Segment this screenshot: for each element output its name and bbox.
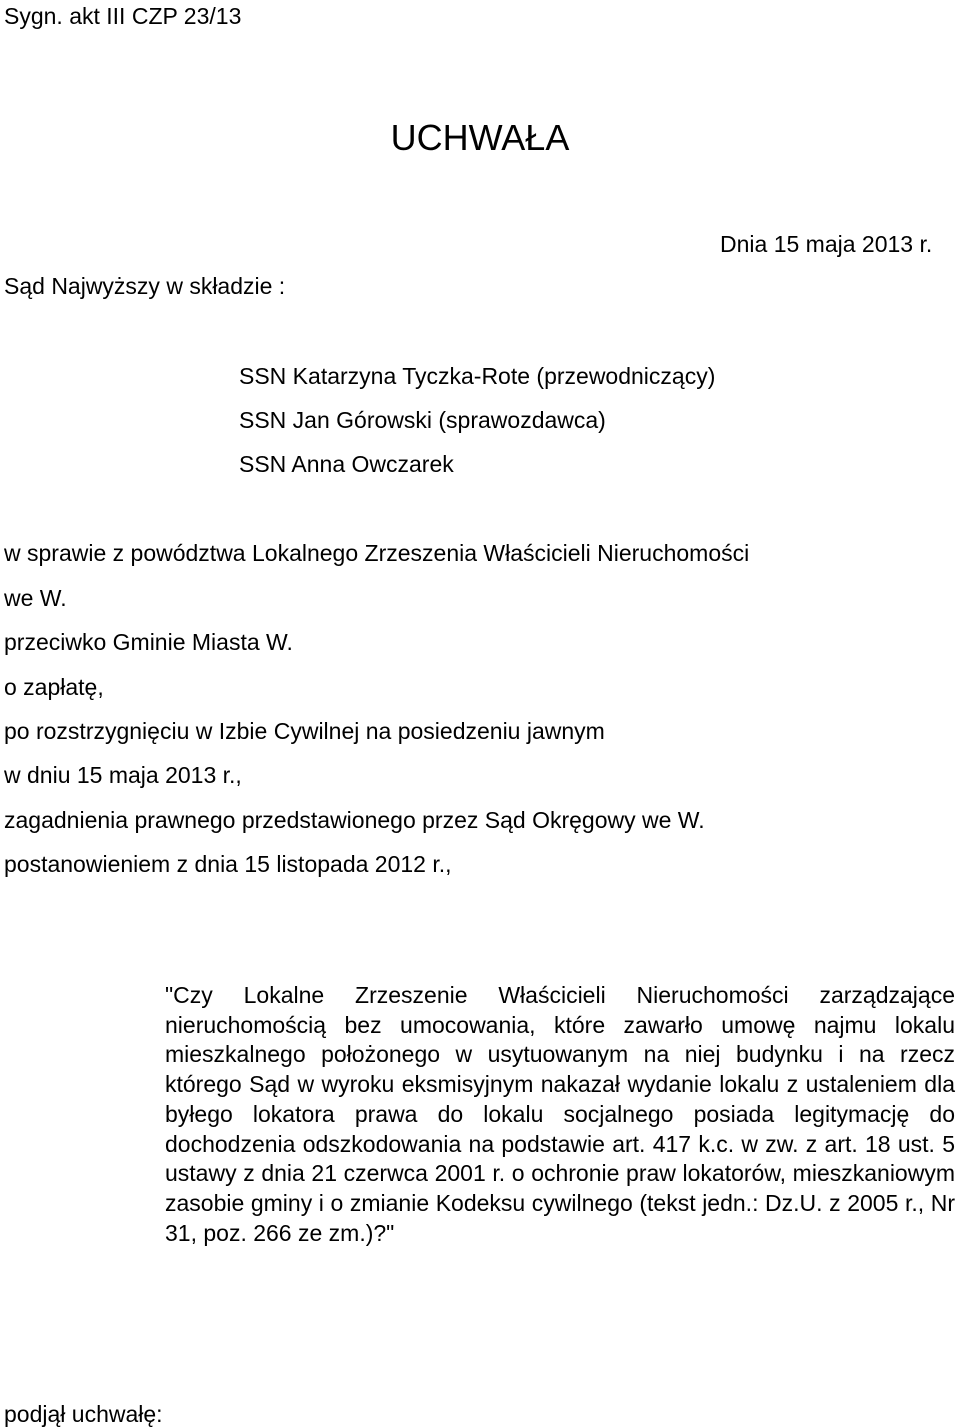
judge-presiding: SSN Katarzyna Tyczka-Rote (przewodniczący) — [239, 363, 716, 389]
legal-question: "Czy Lokalne Zrzeszenie Właścicieli Nieruchomości zarządzające nieruchomością bez umocowania, które zawarło umowę najmu lokalu mieszkalnego położonego w usytuowanym na niej budynku i na rzecz którego Sąd w wyroku eksmisyjnym nakazał wydanie lokalu z ustaleniem dla byłego lokatora prawa do lokalu socjalnego posiada legitymację do dochodzenia odszkodowania na podstawie art. 417 k.c. w zw. z art. 18 ust. 5 ustawy z dnia 21 czerwca 2001 r. o ochronie praw lokatorów, mieszkaniowym zasobie gminy i o zmianie Kodeksu cywilnego (tekst jedn.: Dz.U. z 2005 r., Nr 31, poz. 266 ze zm.)?" — [165, 982, 955, 1246]
case-line-plaintiff: w sprawie z powództwa Lokalnego Zrzeszenia Właścicieli Nieruchomości — [4, 540, 750, 566]
case-line-plaintiff-location: we W. — [4, 585, 67, 611]
case-signature: Sygn. akt III CZP 23/13 — [4, 3, 242, 29]
case-line-hearing-date: w dniu 15 maja 2013 r., — [4, 762, 242, 788]
document-title: UCHWAŁA — [390, 117, 570, 158]
judge-rapporteur: SSN Jan Górowski (sprawozdawca) — [239, 407, 606, 433]
resolution-intro: podjął uchwałę: — [4, 1401, 163, 1427]
judge-member: SSN Anna Owczarek — [239, 451, 454, 477]
court-composition-label: Sąd Najwyższy w składzie : — [4, 273, 286, 299]
date-line: Dnia 15 maja 2013 r. — [720, 231, 933, 257]
case-line-referring-court: zagadnienia prawnego przedstawionego przez Sąd Okręgowy we W. — [4, 807, 705, 833]
case-line-subject: o zapłatę, — [4, 674, 104, 700]
case-line-defendant: przeciwko Gminie Miasta W. — [4, 629, 293, 655]
case-line-hearing: po rozstrzygnięciu w Izbie Cywilnej na posiedzeniu jawnym — [4, 718, 605, 744]
case-line-referral-date: postanowieniem z dnia 15 listopada 2012 r., — [4, 851, 452, 877]
